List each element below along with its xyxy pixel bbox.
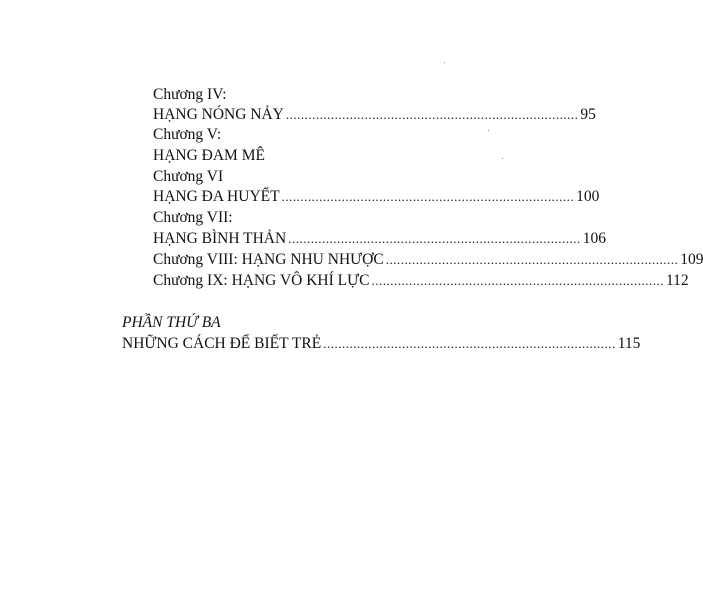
chapter-9-entry xyxy=(153,272,689,290)
chapter-5-heading: Chương V: xyxy=(153,126,222,143)
chapter-6-heading: Chương VI xyxy=(153,168,224,185)
chapter-4-page: 95 xyxy=(580,106,596,123)
chapter-6-title: HẠNG ĐA HUYẾT xyxy=(153,188,280,205)
part-3-page: 115 xyxy=(617,335,641,352)
chapter-8-page: 109 xyxy=(680,251,703,268)
scan-speck xyxy=(502,158,503,159)
chapter-4-heading: Chương IV: xyxy=(153,86,227,103)
chapter-7-page: 106 xyxy=(582,230,606,247)
chapter-9-title: Chương IX: HẠNG VÔ KHÍ LỰC xyxy=(153,272,370,289)
leader-dots: .............................................................................. xyxy=(285,107,579,122)
leader-dots: .............................................................................. xyxy=(288,231,581,246)
part-3-entry xyxy=(122,335,641,353)
leader-dots: .............................................................................. xyxy=(281,189,575,204)
chapter-4-entry xyxy=(153,106,596,124)
chapter-7-heading: Chương VII: xyxy=(153,209,233,226)
chapter-4-title: HẠNG NÓNG NẢY xyxy=(153,106,284,123)
chapter-8-title: Chương VIII: HẠNG NHU NHƯỢC xyxy=(153,251,384,268)
chapter-7-title: HẠNG BÌNH THẢN xyxy=(153,230,287,247)
chapter-9-page: 112 xyxy=(666,272,689,289)
chapter-7-entry xyxy=(153,230,606,248)
leader-dots: .............................................................................. xyxy=(371,273,664,288)
chapter-6-page: 100 xyxy=(576,188,600,205)
chapter-8-entry xyxy=(153,251,703,269)
chapter-6-entry xyxy=(153,188,600,206)
part-3-label: PHẦN THỨ BA xyxy=(122,314,221,331)
chapter-5-title: HẠNG ĐAM MÊ xyxy=(153,147,265,164)
leader-dots: .............................................................................. xyxy=(323,336,616,351)
leader-dots: .............................................................................. xyxy=(385,252,679,267)
part-3-title: NHỮNG CÁCH ĐỂ BIẾT TRẺ xyxy=(122,335,322,352)
scan-speck xyxy=(444,62,445,63)
scan-speck xyxy=(488,130,489,131)
